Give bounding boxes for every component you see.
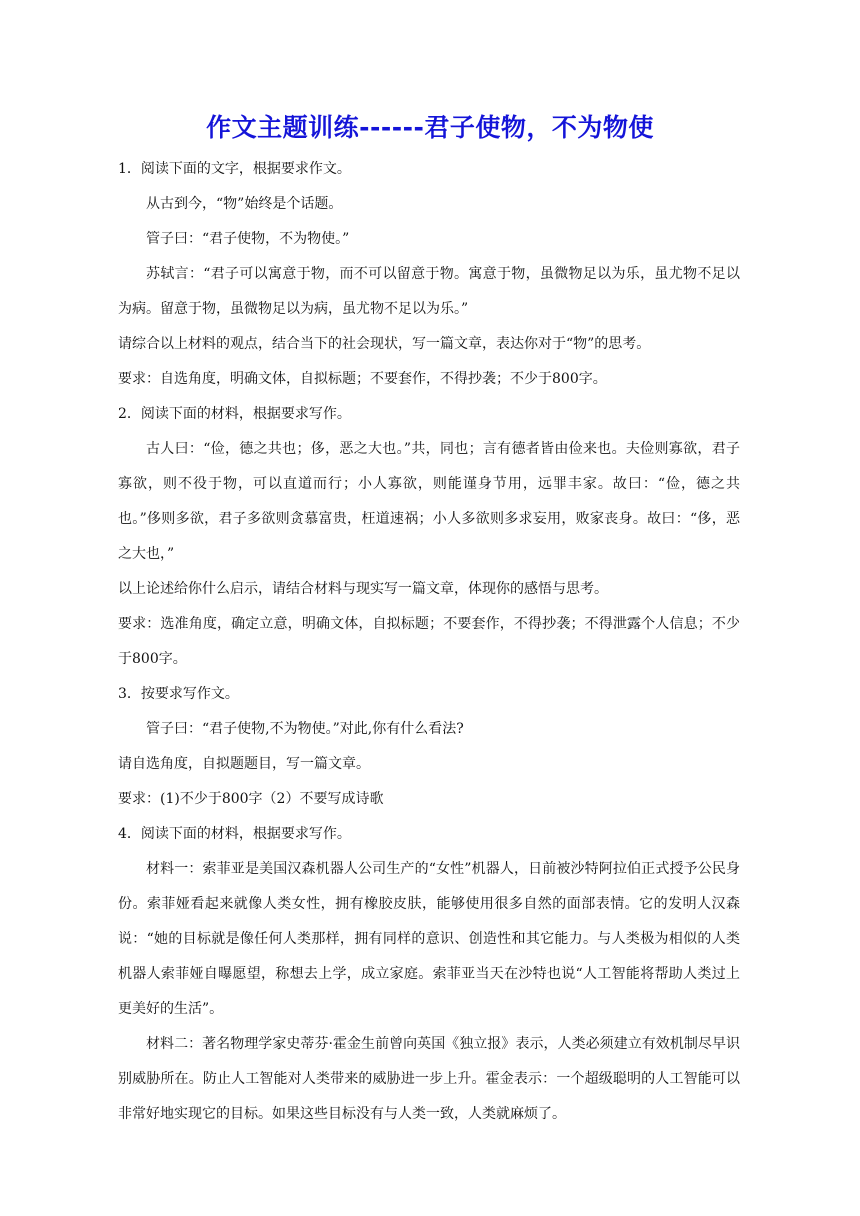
question-1-paragraph: 苏轼言：“君子可以寓意于物，而不可以留意于物。寓意于物，虽微物足以为乐，虽尤物不足以为病。留意于物，虽微物足以为病，虽尤物不足以为乐。”: [118, 266, 740, 317]
question-1-paragraph: 从古到今，“物”始终是个话题。: [146, 196, 343, 212]
question-2-heading: 2．阅读下面的材料，根据要求写作。: [118, 406, 351, 422]
question-3-task: 请自选角度，自拟题题目，写一篇文章。: [118, 756, 370, 772]
question-2-paragraph: 古人曰：“俭，德之共也；侈，恶之大也。”共，同也；言有德者皆由俭来也。夫俭则寡欲，君子寡欲，则不役于物，可以直道而行；小人寡欲，则能谨身节用，远罪丰家。故曰：“俭，德之共也。”侈则多欲，君子多欲则贪慕富贵，枉道速祸；小人多欲则多求妄用，败家丧身。故曰：“侈，恶之大也，”: [118, 441, 740, 562]
document-body: [118, 152, 740, 1132]
page-title: 作文主题训练------君子使物，不为物使: [206, 113, 654, 142]
question-3-paragraph: 管子曰：“君子使物,不为物使。”对此,你有什么看法?: [146, 721, 464, 737]
question-4-material-2: 材料二：著名物理学家史蒂芬·霍金生前曾向英国《独立报》表示，人类必须建立有效机制尽早识别威胁所在。防止人工智能对人类带来的威胁进一步上升。霍金表示：一个超级聪明的人工智能可以非常好地实现它的目标。如果这些目标没有与人类一致，人类就麻烦了。: [118, 1036, 740, 1122]
question-3-heading: 3．按要求写作文。: [118, 686, 239, 702]
question-1-paragraph: 管子曰：“君子使物，不为物使。”: [146, 231, 350, 247]
question-2-task: 以上论述给你什么启示，请结合材料与现实写一篇文章，体现你的感悟与思考。: [118, 581, 608, 597]
question-4-heading: 4．阅读下面的材料，根据要求写作。: [118, 826, 351, 842]
question-1-requirement: 要求：自选角度，明确文体，自拟标题；不要套作，不得抄袭；不少于800字。: [118, 371, 607, 387]
question-3-requirement: 要求：(1)不少于800字（2）不要写成诗歌: [118, 791, 384, 807]
question-1-task: 请综合以上材料的观点，结合当下的社会现状，写一篇文章，表达你对于“物”的思考。: [118, 336, 651, 352]
question-2-requirement: 要求：选准角度，确定立意，明确文体，自拟标题；不要套作，不得抄袭；不得泄露个人信息；不少于800字。: [118, 616, 740, 667]
question-1-heading: 1．阅读下面的文字，根据要求作文。: [118, 161, 351, 177]
question-4-material-1: 材料一：索菲亚是美国汉森机器人公司生产的“女性”机器人，日前被沙特阿拉伯正式授予公民身份。索菲娅看起来就像人类女性，拥有橡胶皮肤，能够使用很多自然的面部表情。它的发明人汉森说：“她的目标就是像任何人类那样，拥有同样的意识、创造性和其它能力。与人类极为相似的人类机器人索菲娅自曝愿望，称想去上学，成立家庭。索菲亚当天在沙特也说“人工智能将帮助人类过上更美好的生活”。: [118, 861, 740, 1017]
